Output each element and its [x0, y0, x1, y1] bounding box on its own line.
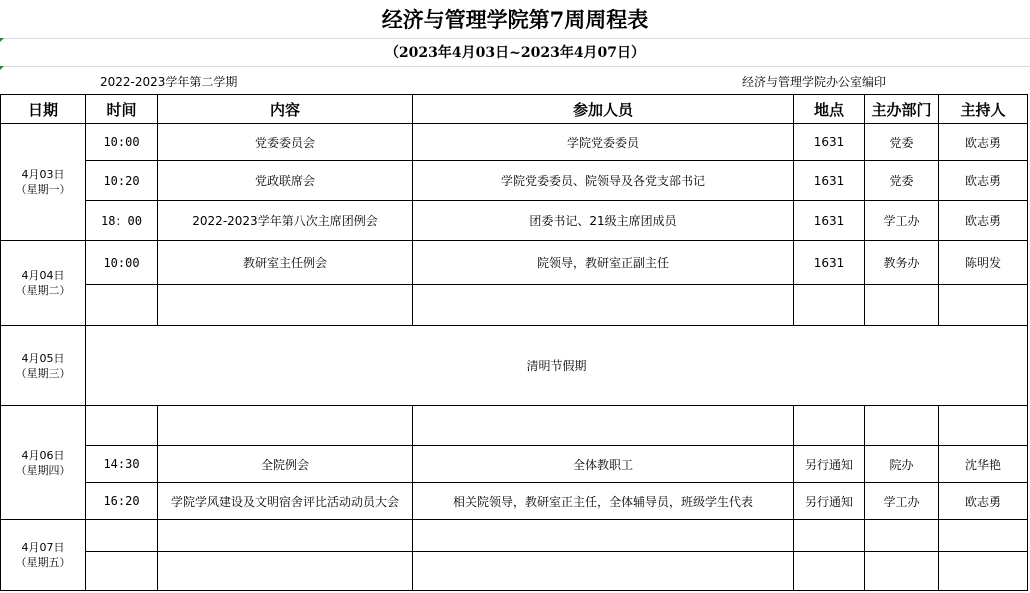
- col-header-location: 地点: [794, 95, 865, 124]
- semester-label: 2022-2023学年第二学期: [100, 75, 238, 89]
- office-label: 经济与管理学院办公室编印: [742, 75, 887, 89]
- participants-cell: [413, 285, 794, 326]
- col-header-host-dept: 主办部门: [865, 95, 939, 124]
- content-cell: [158, 285, 413, 326]
- host-cell: 欧志勇: [939, 201, 1028, 241]
- participants-cell: 院领导，教研室正副主任: [413, 241, 794, 285]
- dept-cell: 党委: [865, 124, 939, 161]
- host-cell: [939, 406, 1028, 446]
- content-cell: 党委委员会: [158, 124, 413, 161]
- dept-cell: 院办: [865, 446, 939, 483]
- table-row: [1, 201, 1028, 241]
- weekday-label: （星期一）: [15, 183, 71, 196]
- participants-cell: [413, 406, 794, 446]
- participants-cell: 全体教职工: [413, 446, 794, 483]
- weekday-label: （星期五）: [15, 556, 71, 569]
- table-row: [1, 161, 1028, 201]
- participants-cell: [413, 552, 794, 591]
- weekday-label: （星期三）: [15, 366, 71, 380]
- time-cell: [86, 520, 158, 552]
- schedule-table: [0, 94, 1028, 591]
- table-row: [1, 406, 1028, 446]
- location-cell: 另行通知: [794, 446, 865, 483]
- time-cell: 18：00: [86, 201, 158, 241]
- date-range: （2023年4月03日~2023年4月07日）: [384, 45, 646, 61]
- host-cell: [939, 520, 1028, 552]
- table-row: [1, 446, 1028, 483]
- content-cell: [158, 406, 413, 446]
- location-cell: 另行通知: [794, 483, 865, 520]
- green-corner-icon: [0, 38, 6, 72]
- location-cell: 1631: [794, 124, 865, 161]
- dept-cell: [865, 520, 939, 552]
- table-row: [1, 483, 1028, 520]
- date-label: 4月05日: [21, 351, 65, 365]
- content-cell: 2022-2023学年第八次主席团例会: [158, 201, 413, 241]
- time-cell: 10:20: [86, 161, 158, 201]
- host-cell: 欧志勇: [939, 483, 1028, 520]
- date-cell: [1, 124, 86, 241]
- host-cell: [939, 285, 1028, 326]
- location-cell: 1631: [794, 241, 865, 285]
- time-cell: 14:30: [86, 446, 158, 483]
- content-cell: 教研室主任例会: [158, 241, 413, 285]
- dept-cell: 学工办: [865, 483, 939, 520]
- time-cell: [86, 285, 158, 326]
- date-cell: [1, 520, 86, 591]
- location-cell: 1631: [794, 201, 865, 241]
- content-cell: [158, 552, 413, 591]
- col-header-time: 时间: [86, 95, 158, 124]
- dept-cell: [865, 552, 939, 591]
- location-cell: [794, 520, 865, 552]
- holiday-cell: 清明节假期: [86, 326, 1028, 406]
- location-cell: [794, 285, 865, 326]
- page-title: 经济与管理学院第7周周程表: [381, 7, 649, 32]
- table-row: [1, 124, 1028, 161]
- dept-cell: 党委: [865, 161, 939, 201]
- dept-cell: [865, 285, 939, 326]
- participants-cell: 学院党委委员: [413, 124, 794, 161]
- weekday-label: （星期二）: [15, 284, 71, 297]
- col-header-participants: 参加人员: [413, 95, 794, 124]
- host-cell: 沈华艳: [939, 446, 1028, 483]
- participants-cell: 团委书记、21级主席团成员: [413, 201, 794, 241]
- date-cell: [1, 241, 86, 326]
- dept-cell: [865, 406, 939, 446]
- weekday-label: （星期四）: [15, 463, 71, 477]
- table-row: [1, 552, 1028, 591]
- dept-cell: 学工办: [865, 201, 939, 241]
- date-label: 4月06日: [21, 448, 65, 462]
- participants-cell: 学院党委委员、院领导及各党支部书记: [413, 161, 794, 201]
- table-row: [1, 326, 1028, 406]
- location-cell: [794, 552, 865, 591]
- content-cell: 党政联席会: [158, 161, 413, 201]
- content-cell: 学院学风建设及文明宿舍评比活动动员大会: [158, 483, 413, 520]
- header-row: [1, 95, 1028, 124]
- location-cell: 1631: [794, 161, 865, 201]
- dept-cell: 教务办: [865, 241, 939, 285]
- host-cell: [939, 552, 1028, 591]
- table-row: [1, 285, 1028, 326]
- date-cell: [1, 406, 86, 520]
- table-row: [1, 241, 1028, 285]
- time-cell: 16:20: [86, 483, 158, 520]
- host-cell: 欧志勇: [939, 124, 1028, 161]
- location-cell: [794, 406, 865, 446]
- host-cell: 陈明发: [939, 241, 1028, 285]
- time-cell: [86, 406, 158, 446]
- col-header-content: 内容: [158, 95, 413, 124]
- participants-cell: 相关院领导，教研室正主任，全体辅导员，班级学生代表: [413, 483, 794, 520]
- gridline: [0, 66, 1030, 67]
- content-cell: 全院例会: [158, 446, 413, 483]
- host-cell: 欧志勇: [939, 161, 1028, 201]
- col-header-host: 主持人: [939, 95, 1028, 124]
- date-cell: [1, 326, 86, 406]
- table-row: [1, 520, 1028, 552]
- content-cell: [158, 520, 413, 552]
- date-label: 4月04日: [21, 269, 65, 282]
- date-label: 4月07日: [21, 541, 65, 554]
- participants-cell: [413, 520, 794, 552]
- col-header-date: 日期: [1, 95, 86, 124]
- time-cell: [86, 552, 158, 591]
- gridline: [0, 38, 1030, 39]
- time-cell: 10:00: [86, 241, 158, 285]
- date-label: 4月03日: [21, 168, 65, 181]
- time-cell: 10:00: [86, 124, 158, 161]
